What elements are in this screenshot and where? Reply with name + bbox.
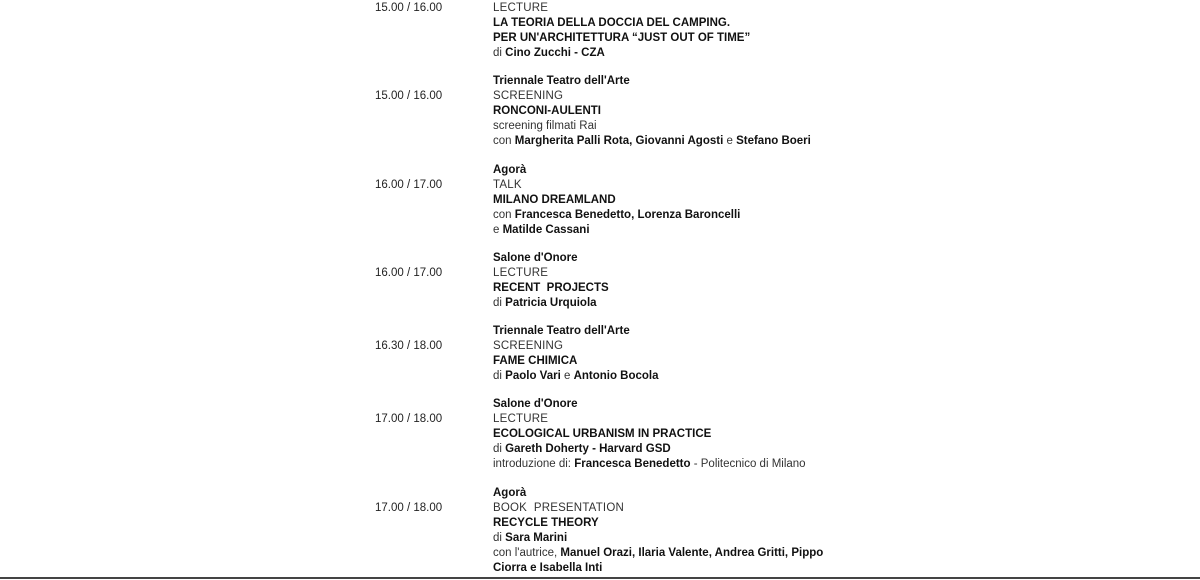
event-credit: [493, 531, 993, 546]
credit-name-2: Stefano Boeri: [736, 135, 811, 147]
event-title: MILANO DREAMLAND: [493, 194, 616, 206]
credit-name: Gareth Doherty - Harvard GSD: [505, 443, 671, 455]
event-subtitle: screening filmati Rai: [493, 120, 597, 132]
credit-name: Sara Marini: [505, 532, 568, 544]
event-type: BOOK PRESENTATION: [493, 502, 624, 514]
credit-name: Margherita Palli Rota, Giovanni Agosti: [514, 135, 724, 147]
event-venue: Triennale Teatro dell'Arte: [493, 75, 630, 87]
event-title-continued: PER UN'ARCHITETTURA “JUST OUT OF TIME”: [493, 32, 751, 44]
event-details: [493, 324, 993, 384]
event-venue: Salone d'Onore: [493, 252, 578, 264]
event-venue: Triennale Teatro dell'Arte: [493, 325, 630, 337]
credit-name: Matilde Cassani: [502, 224, 590, 236]
credit-prefix: di: [493, 443, 506, 455]
event-credit-continued: [493, 223, 993, 238]
credit-name: Cino Zucchi - CZA: [505, 47, 605, 59]
credit-prefix: con: [493, 135, 515, 147]
credit-join: e: [560, 370, 574, 382]
event-time: 15.00 / 16.00: [375, 2, 443, 14]
event-participants-continued: Ciorra e Isabella Inti: [493, 562, 603, 574]
event-time: 17.00 / 18.00: [375, 413, 443, 425]
credit-prefix: di: [493, 532, 506, 544]
credit-name: Francesca Benedetto, Lorenza Baroncelli: [514, 209, 741, 221]
event-participants: [493, 546, 993, 561]
event-details: [493, 251, 993, 311]
event-title: RONCONI-AULENTI: [493, 105, 601, 117]
event-title: RECYCLE THEORY: [493, 517, 599, 529]
event-title: ECOLOGICAL URBANISM IN PRACTICE: [493, 428, 712, 440]
event-credit: [493, 296, 993, 311]
event-venue: Agorà: [493, 164, 527, 176]
participants-prefix: con l'autrice,: [493, 547, 561, 559]
credit-prefix: con: [493, 209, 515, 221]
event-type: SCREENING: [493, 340, 564, 352]
intro-name: Francesca Benedetto: [574, 458, 691, 470]
intro-suffix: - Politecnico di Milano: [690, 458, 806, 470]
event-details: [493, 163, 993, 238]
event-type: TALK: [493, 179, 522, 191]
participants-names: Manuel Orazi, Ilaria Valente, Andrea Gritti, Pippo: [560, 547, 824, 559]
event-type: LECTURE: [493, 413, 549, 425]
credit-join: e: [723, 135, 737, 147]
event-type: LECTURE: [493, 267, 549, 279]
event-credit: [493, 442, 993, 457]
credit-prefix: di: [493, 47, 506, 59]
event-credit: [493, 46, 993, 61]
event-details: [493, 486, 993, 576]
event-credit: [493, 134, 993, 149]
credit-name: Paolo Vari: [505, 370, 561, 382]
event-introduction: [493, 457, 993, 472]
event-time: 16.00 / 17.00: [375, 179, 443, 191]
event-title: LA TEORIA DELLA DOCCIA DEL CAMPING.: [493, 17, 731, 29]
event-type: LECTURE: [493, 2, 549, 14]
event-venue: Salone d'Onore: [493, 398, 578, 410]
credit-prefix: di: [493, 370, 506, 382]
event-details: [493, 74, 993, 149]
event-venue: Agorà: [493, 487, 527, 499]
bottom-divider: [0, 577, 1200, 579]
event-time: 15.00 / 16.00: [375, 90, 443, 102]
event-time: 16.00 / 17.00: [375, 267, 443, 279]
event-details: [493, 397, 993, 472]
event-details: [493, 1, 993, 61]
event-title: FAME CHIMICA: [493, 355, 578, 367]
event-time: 16.30 / 18.00: [375, 340, 443, 352]
event-credit: [493, 208, 993, 223]
credit-name: Patricia Urquiola: [505, 297, 597, 309]
event-title: RECENT PROJECTS: [493, 282, 609, 294]
credit-prefix: di: [493, 297, 506, 309]
credit-prefix: e: [493, 224, 503, 236]
intro-prefix: introduzione di:: [493, 458, 575, 470]
event-time: 17.00 / 18.00: [375, 502, 443, 514]
event-type: SCREENING: [493, 90, 564, 102]
event-credit: [493, 369, 993, 384]
credit-name-2: Antonio Bocola: [573, 370, 659, 382]
